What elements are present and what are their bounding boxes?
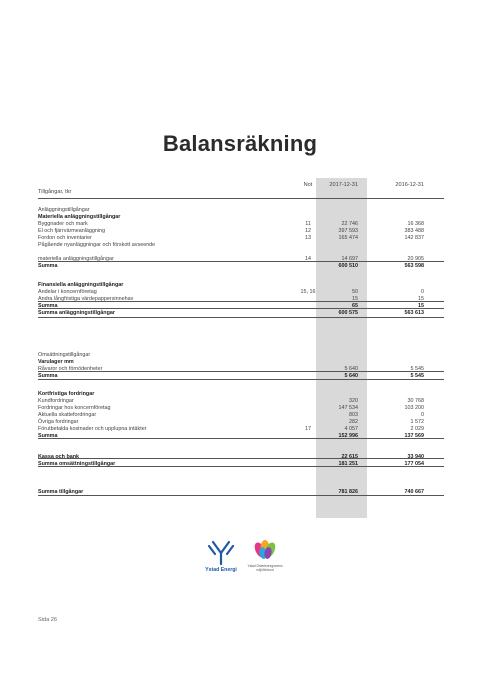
row-value-2016: 5 545 [410, 366, 424, 372]
row-value-2016: 137 569 [404, 433, 424, 439]
row-label: Summa omsättningstillgångar [38, 461, 116, 467]
row-value-2016: 0 [421, 412, 424, 418]
row-label: Råvaror och förnödenheter [38, 366, 103, 372]
row-value-2016: 20 905 [407, 256, 424, 262]
row-value-2016: 177 054 [404, 461, 424, 467]
row-label: Finansiella anläggningstillgångar [38, 282, 124, 288]
partner-logo [253, 540, 278, 560]
row-divider [38, 308, 444, 309]
row-value-2016: 383 488 [404, 228, 424, 234]
header-divider [38, 198, 444, 199]
table-row [38, 241, 380, 249]
row-label: El och fjärrvärmeanläggning [38, 228, 106, 234]
row-label: Varulager mm [38, 359, 74, 365]
row-label: Summa [38, 373, 58, 379]
row-label: Fordon och inventarier [38, 235, 92, 241]
row-note: 15, 16 [300, 289, 316, 295]
row-divider [38, 301, 444, 302]
row-value-2016: 2 029 [410, 426, 424, 432]
row-label: Summa [38, 303, 58, 309]
row-value-2017: 803 [349, 412, 358, 418]
row-label: Anläggningstillgångar [38, 207, 90, 213]
row-label: Materiella anläggningstillgångar [38, 214, 121, 220]
row-value-2017: 4 057 [344, 426, 358, 432]
row-label: Förutbetalda kostnader och upplupna intäkter [38, 426, 147, 432]
row-value-2017: 22 615 [341, 454, 358, 460]
page-number: Sida 26 [38, 617, 57, 623]
company-logo-text: Ystad Energi [205, 567, 237, 573]
row-note: 11 [305, 221, 311, 227]
row-label: Andra långfristiga värdepappersinnehav [38, 296, 134, 302]
row-value-2016: 563 613 [404, 310, 424, 316]
year-2016-header: 2016-12-31 [395, 182, 424, 188]
row-divider [38, 261, 444, 262]
row-note: 17 [305, 426, 311, 432]
row-label: Kortfristiga fordringar [38, 391, 95, 397]
row-value-2017: 147 534 [338, 405, 358, 411]
row-value-2016: 142 837 [404, 235, 424, 241]
row-note: 13 [305, 235, 311, 241]
row-value-2016: 0 [421, 289, 424, 295]
row-note: 14 [305, 256, 311, 262]
row-label: Omsättningstillgångar [38, 352, 91, 358]
row-divider [38, 458, 444, 459]
row-label: Kundfordringar [38, 398, 74, 404]
year-2017-header: 2017-12-31 [329, 182, 358, 188]
row-label: Summa anläggningstillgångar [38, 310, 115, 316]
row-value-2017: 181 251 [338, 461, 358, 467]
row-value-2016: 33 940 [407, 454, 424, 460]
row-value-2017: 397 593 [338, 228, 358, 234]
row-value-2016: 740 667 [404, 489, 424, 495]
row-value-2016: 16 368 [407, 221, 424, 227]
table-row [38, 309, 424, 317]
table-row [38, 262, 424, 270]
row-value-2016: 15 [418, 296, 424, 302]
row-value-2016: 1 572 [410, 419, 424, 425]
row-value-2017: 65 [352, 303, 358, 309]
partner-line-2: miljöförbund [256, 568, 274, 572]
row-value-2017: 15 [352, 296, 358, 302]
row-value-2017: 781 826 [338, 489, 358, 495]
row-label: Byggnader och mark [38, 221, 88, 227]
row-label: Kassa och bank [38, 454, 80, 460]
partner-line-1: Ystad Österlenregionens [247, 564, 283, 568]
row-label: Pågående nyanläggningar och förskott avseende [38, 242, 156, 248]
row-value-2017: 600 510 [338, 263, 358, 269]
row-divider [38, 379, 444, 380]
row-value-2017: 50 [352, 289, 358, 295]
row-label: Övriga fordringar [38, 419, 79, 425]
row-label: Andelar i koncernföretag [38, 289, 97, 295]
row-value-2017: 282 [349, 419, 358, 425]
row-value-2016: 30 768 [407, 398, 424, 404]
row-divider [38, 371, 444, 372]
row-divider [38, 495, 444, 496]
section-title-row [38, 188, 380, 196]
row-value-2017: 165 474 [338, 235, 358, 241]
row-value-2017: 5 640 [344, 366, 358, 372]
section-title: Tillgångar, tkr [38, 189, 72, 195]
row-value-2016: 563 598 [404, 263, 424, 269]
row-label: Summa [38, 263, 58, 269]
row-label: Summa [38, 433, 58, 439]
row-note: 12 [305, 228, 311, 234]
page-title: Balansräkning [162, 131, 318, 156]
row-divider [38, 438, 444, 439]
row-label: materiella anläggningstillgångar [38, 256, 114, 262]
row-value-2017: 5 640 [344, 373, 358, 379]
row-label: Summa tillgångar [38, 489, 84, 495]
row-value-2017: 14 697 [341, 256, 358, 262]
row-divider [38, 317, 444, 318]
row-value-2017: 600 575 [338, 310, 358, 316]
note-header: Not [303, 182, 313, 188]
row-label: Aktuella skattefordringar [38, 412, 97, 418]
ystad-energi-logo [205, 536, 285, 576]
row-value-2017: 320 [349, 398, 358, 404]
logos [205, 536, 285, 576]
row-value-2016: 103 200 [404, 405, 424, 411]
row-value-2016: 5 545 [410, 373, 424, 379]
row-value-2017: 152 996 [338, 433, 358, 439]
row-value-2017: 22 746 [341, 221, 358, 227]
row-divider [38, 466, 444, 467]
row-value-2016: 15 [418, 303, 424, 309]
row-label: Fordringar hos koncernföretag [38, 405, 111, 411]
